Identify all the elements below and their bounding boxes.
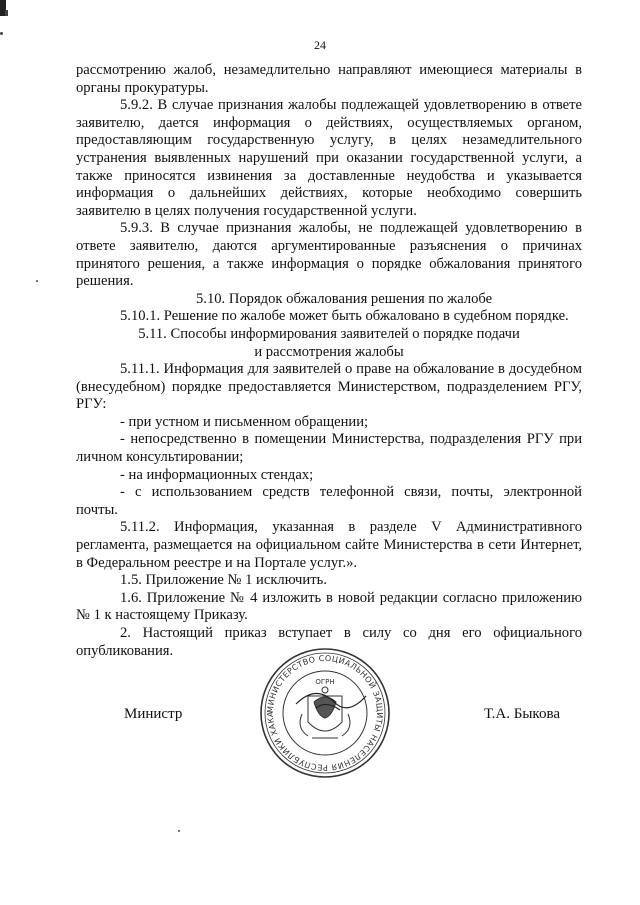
signatory-name: Т.А. Быкова — [484, 706, 561, 722]
paragraph-5-11-2: 5.11.2. Информация, указанная в разделе V Административного регламента, размещается на официальном сайте Министерства в сети Интернет, в Федеральном реестре и на Портале услуг.». — [76, 519, 582, 571]
list-item: - на информационных стендах; — [120, 466, 314, 483]
coat-of-arms-emblem — [300, 687, 350, 738]
heading-5-11-line2: и рассмотрения жалобы — [254, 343, 404, 360]
signatory-title: Министр — [124, 706, 183, 722]
paragraph-continuation: рассмотрению жалоб, незамедлительно направляют имеющиеся материалы в органы прокуратуры. — [76, 62, 582, 96]
scan-speck — [0, 32, 3, 35]
list-item: - непосредственно в помещении Министерства, подразделения РГУ при личном консультировании; — [76, 431, 582, 466]
heading-5-10: 5.10. Порядок обжалования решения по жалобе — [196, 290, 493, 307]
heading-5-11-line1: 5.11. Способы информирования заявителей о порядке подачи — [138, 325, 520, 342]
document-body — [76, 62, 582, 660]
list-item: - при устном и письменном обращении; — [120, 413, 369, 430]
paragraph-5-9-3: 5.9.3. В случае признания жалобы, не подлежащей удовлетворению в ответе заявителю, даются аргументированные разъяснения о причинах принятого решения, а также информация о порядке обжалования принятого решения. — [76, 220, 582, 290]
paragraph-5-10-1: 5.10.1. Решение по жалобе может быть обжаловано в судебном порядке. — [120, 308, 569, 325]
scan-speck — [36, 280, 38, 282]
paragraph-1-5: 1.5. Приложение № 1 исключить. — [120, 572, 327, 589]
paragraph-5-9-2: 5.9.2. В случае признания жалобы подлежащей удовлетворению в ответе заявителю, дается информация о действиях, осуществляемых органом, предоставляющим государственную услугу, в целях незамедлительного устранения выявленных нарушений при оказании государственной услуги, а также приносятся извинения за доставленные неудобства и указывается информация о дальнейших действиях, которые необходимо совершить заявителю в целях получения государственной услуги. — [76, 97, 582, 219]
heading-5-11 — [76, 326, 582, 361]
official-seal-stamp — [256, 644, 394, 782]
paragraph-2: 2. Настоящий приказ вступает в силу со дня его официального опубликования. — [76, 625, 582, 659]
seal-outer-text: МИНИСТЕРСТВО СОЦИАЛЬНОЙ ЗАЩИТЫ НАСЕЛЕНИЯ РЕСПУБЛИКИ ХАКА — [265, 653, 385, 773]
paragraph-5-11-1: 5.11.1. Информация для заявителей о праве на обжалование в досудебном (внесудебном) порядке предоставляется Министерством, подразделением РГУ, РГУ: — [76, 361, 582, 413]
page-number: 24 — [314, 38, 326, 52]
scan-speck — [178, 830, 180, 832]
list-item: - с использованием средств телефонной связи, почты, электронной почты. — [76, 484, 582, 518]
scan-edge-mark — [0, 0, 10, 28]
paragraph-1-6: 1.6. Приложение № 4 изложить в новой редакции согласно приложению № 1 к настоящему Приказу. — [76, 589, 582, 624]
seal-inner-text: ОГРН — [315, 678, 335, 686]
